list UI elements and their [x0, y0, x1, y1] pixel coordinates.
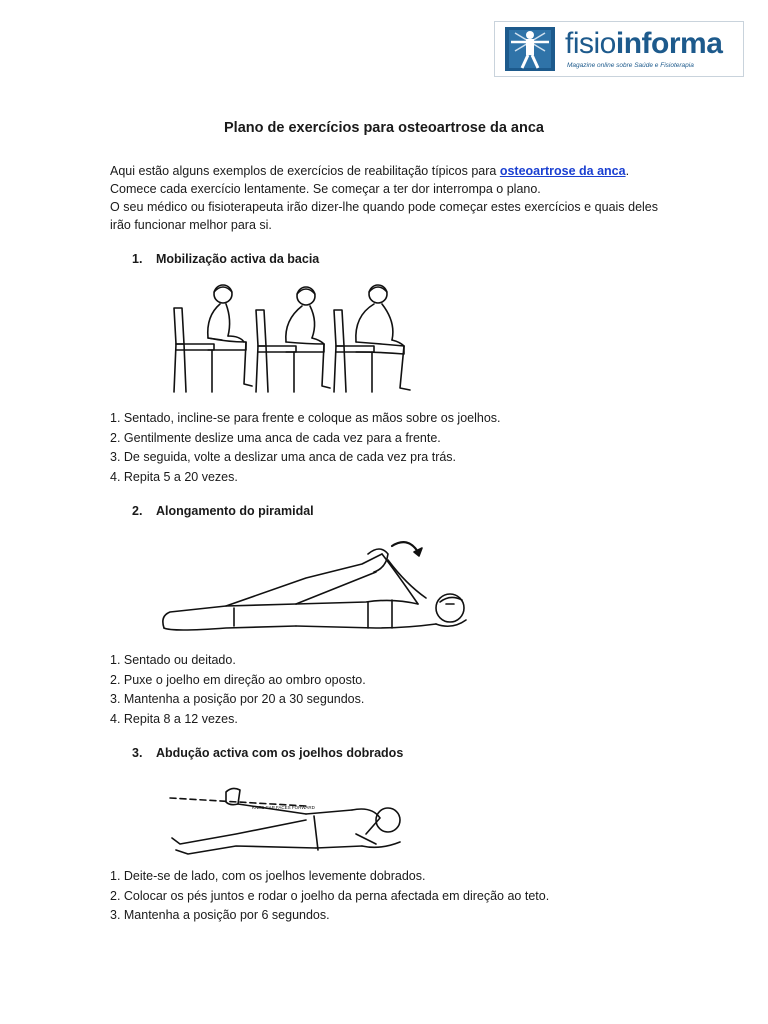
list-item: 3. Mantenha a posição por 6 segundos.: [110, 908, 330, 922]
section-1-steps: [110, 409, 501, 487]
list-item: 2. Colocar os pés juntos e rodar o joelho da perna afectada em direção ao teto.: [110, 888, 550, 903]
logo-wordmark: fisioinforma: [565, 27, 723, 60]
list-item: 1. Sentado, incline-se para frente e coloque as mãos sobre os joelhos.: [110, 411, 501, 425]
list-item: 3. Mantenha a posição por 20 a 30 segundos.: [110, 692, 365, 706]
figure-label: KNEE CAP FACES FORWARD: [252, 805, 315, 810]
intro-paragraph: [110, 162, 658, 234]
list-item: 1. Sentado ou deitado.: [110, 653, 236, 667]
fisioinforma-logo[interactable]: [494, 21, 744, 77]
list-item: 4. Repita 5 a 20 vezes.: [110, 469, 238, 484]
intro-line-3: O seu médico ou fisioterapeuta irão dizer-lhe quando pode começar estes exercícios e quais deles irão funcionar melhor para si.: [110, 200, 658, 232]
lying-piriformis-stretch-figure: [156, 532, 482, 644]
list-item: 4. Repita 8 a 12 vezes.: [110, 711, 238, 726]
seated-figure-2: [256, 287, 330, 392]
osteoarthritis-link[interactable]: osteoartrose da anca: [499, 164, 626, 178]
list-item: 1. Deite-se de lado, com os joelhos levemente dobrados.: [110, 869, 426, 883]
section-3-steps: [110, 867, 549, 926]
logo-tagline: Magazine online sobre Saúde e Fisioterapia: [567, 62, 694, 69]
seated-figure-1: [174, 285, 252, 392]
seated-figure-3: [334, 285, 410, 392]
section-2-steps: [110, 651, 366, 729]
section-1-heading: 1. Mobilização activa da bacia: [132, 252, 320, 266]
vitruvian-man-icon: [505, 27, 555, 71]
list-item: 2. Puxe o joelho em direção ao ombro oposto.: [110, 672, 366, 687]
side-lying-abduction-figure: [166, 784, 412, 858]
section-2-heading: 2. Alongamento do piramidal: [132, 504, 314, 518]
list-item: 3. De seguida, volte a deslizar uma anca de cada vez pra trás.: [110, 450, 457, 464]
intro-line-2: Comece cada exercício lentamente. Se começar a ter dor interrompa o plano.: [110, 182, 541, 196]
intro-line-1: Aqui estão alguns exemplos de exercícios de reabilitação típicos para osteoartrose da anca.: [110, 164, 630, 178]
page-title: Plano de exercícios para osteoartrose da anca: [224, 120, 544, 136]
seated-pelvic-mobilization-figures: [168, 280, 418, 398]
section-3-heading: 3. Abdução activa com os joelhos dobrados: [132, 746, 404, 760]
list-item: 2. Gentilmente deslize uma anca de cada vez para a frente.: [110, 430, 441, 445]
